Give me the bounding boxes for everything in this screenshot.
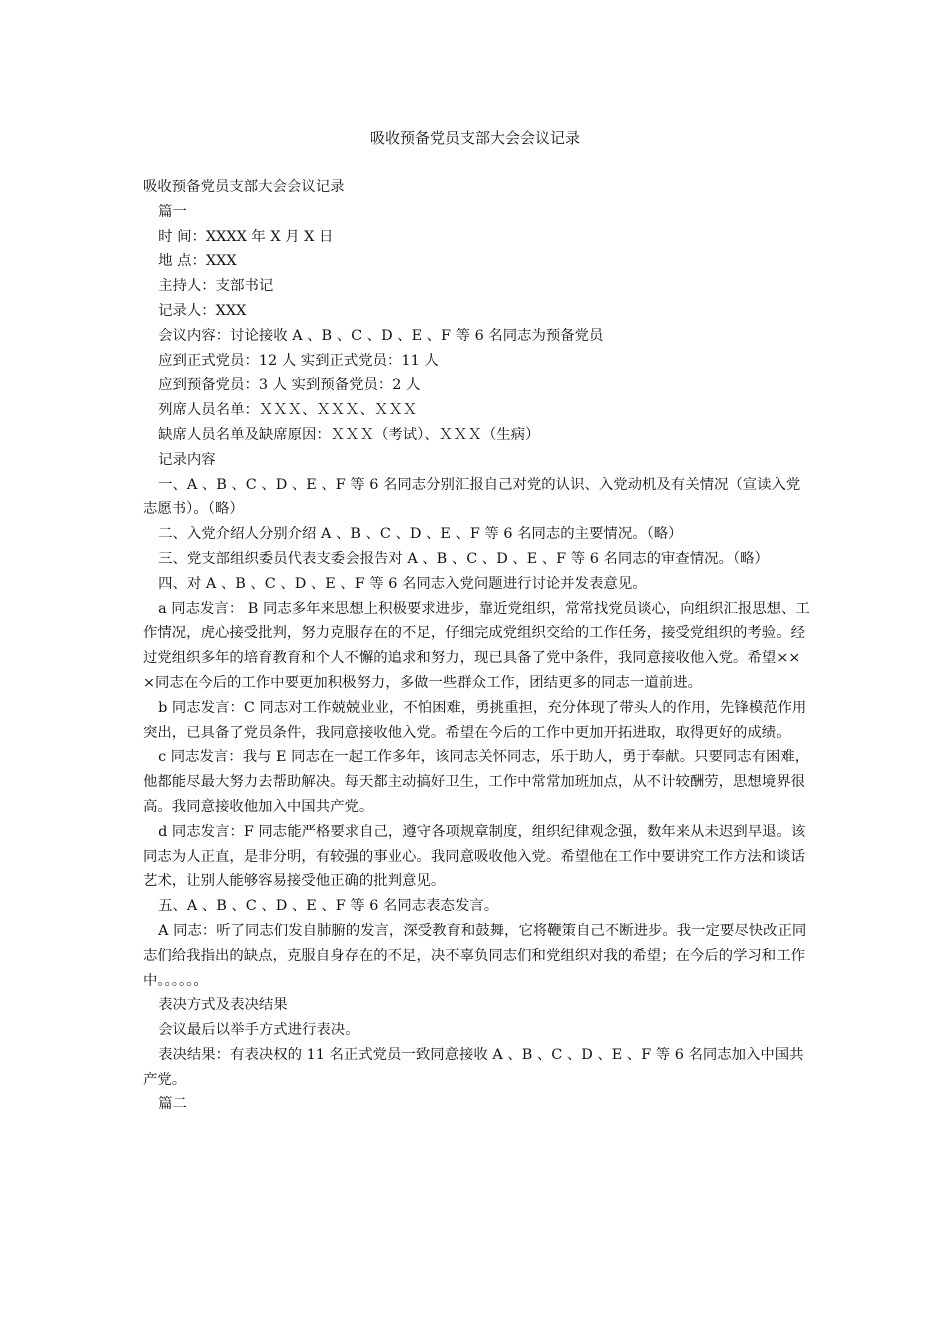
part-label: 篇一 [158, 203, 187, 220]
attendance-full-members: 应到正式党员：12 人 实到正式党员：11 人 [158, 352, 439, 369]
document-title: 吸收预备党员支部大会会议记录 [369, 129, 580, 147]
section-heading: 吸收预备党员支部大会会议记录 [143, 179, 345, 195]
meeting-recorder: 记录人：XXX [158, 302, 247, 319]
speech-paragraph: d 同志发言：F 同志能严格要求自己，遵守各项规章制度，组织纪律观念强，数年来从未迟到早退。该同志为人正直，是非分明，有较强的事业心。我同意吸收他入党。希望他在工作中要讲究工作方法和谈话艺术，让别人能够容易接受他正确的批判意见。 [143, 823, 806, 890]
record-item: 四、对 A 、B 、C 、D 、E 、F 等 6 名同志入党问题进行讨论并发表意见。 [158, 575, 647, 592]
meeting-host: 主持人：支部书记 [158, 278, 274, 295]
speech-paragraph: A 同志：听了同志们发自肺腑的发言，深受教育和鼓舞，它将鞭策自己不断进步。我一定要尽快改正同志们给我指出的缺点，克服自身存在的不足，决不辜负同志们和党组织对我的希望；在今后的学习和工作中。。。。。。 [143, 922, 807, 989]
part-label: 篇二 [158, 1096, 187, 1113]
record-item: 五、A 、B 、C 、D 、E 、F 等 6 名同志表态发言。 [158, 898, 499, 915]
vote-heading: 表决方式及表决结果 [158, 997, 288, 1014]
attendance-probationary-members: 应到预备党员：3 人 实到预备党员：2 人 [158, 377, 421, 394]
document-body [143, 175, 811, 1117]
record-item: 二、入党介绍人分别介绍 A 、B 、C 、D 、E 、F 等 6 名同志的主要情况。（略） [158, 526, 683, 543]
record-item: 一、A 、B 、C 、D 、E 、F 等 6 名同志分别汇报自己对党的认识、入党动机及有关情况（宣读入党志愿书）。（略） [143, 476, 801, 518]
record-heading: 记录内容 [158, 451, 216, 468]
speech-paragraph: b 同志发言：C 同志对工作兢兢业业，不怕困难，勇挑重担，充分体现了带头人的作用，先锋模范作用突出，已具备了党员条件，我同意接收他入党。希望在今后的工作中更加开拓进取，取得更好的成绩。 [143, 699, 807, 741]
vote-result: 表决结果：有表决权的 11 名正式党员一致同意接收 A 、B 、C 、D 、E 、F 等 6 名同志加入中国共产党。 [143, 1046, 804, 1088]
meeting-topic: 会议内容：讨论接收 A 、B 、C 、D 、E 、F 等 6 名同志为预备党员 [158, 327, 604, 344]
record-item: 三、党支部组织委员代表支委会报告对 A 、B 、C 、D 、E 、F 等 6 名同志的审查情况。（略） [158, 550, 769, 567]
vote-method: 会议最后以举手方式进行表决。 [158, 1022, 360, 1039]
observers-list: 列席人员名单：ＸＸＸ、ＸＸＸ、ＸＸＸ [158, 402, 418, 419]
speech-paragraph: a 同志发言： B 同志多年来思想上积极要求进步，靠近党组织，常常找党员谈心，向组织汇报思想、工作情况，虎心接受批判，努力克服存在的不足，仔细完成党组织交给的工作任务，接受党组织的考验。经过党组织多年的培育教育和个人不懈的追求和努力，现已具备了党中条件，我同意接收他入党。希望×××同志在今后的工作中要更加积极努力，多做一些群众工作，团结更多的同志一道前进。 [143, 600, 810, 691]
absentees-list: 缺席人员名单及缺席原因：ＸＸＸ（考试）、ＸＸＸ（生病） [158, 426, 540, 443]
speech-paragraph: c 同志发言：我与 E 同志在一起工作多年，该同志关怀同志，乐于助人，勇于奉献。只要同志有困难，他都能尽最大努力去帮助解决。每天都主动搞好卫生，工作中常常加班加点，从不计较酬劳，思想境界很高。我同意接收他加入中国共产党。 [143, 749, 810, 815]
meeting-place: 地 点：XXX [158, 253, 237, 270]
meeting-time: 时 间：XXXX 年 X 月 X 日 [158, 228, 334, 245]
